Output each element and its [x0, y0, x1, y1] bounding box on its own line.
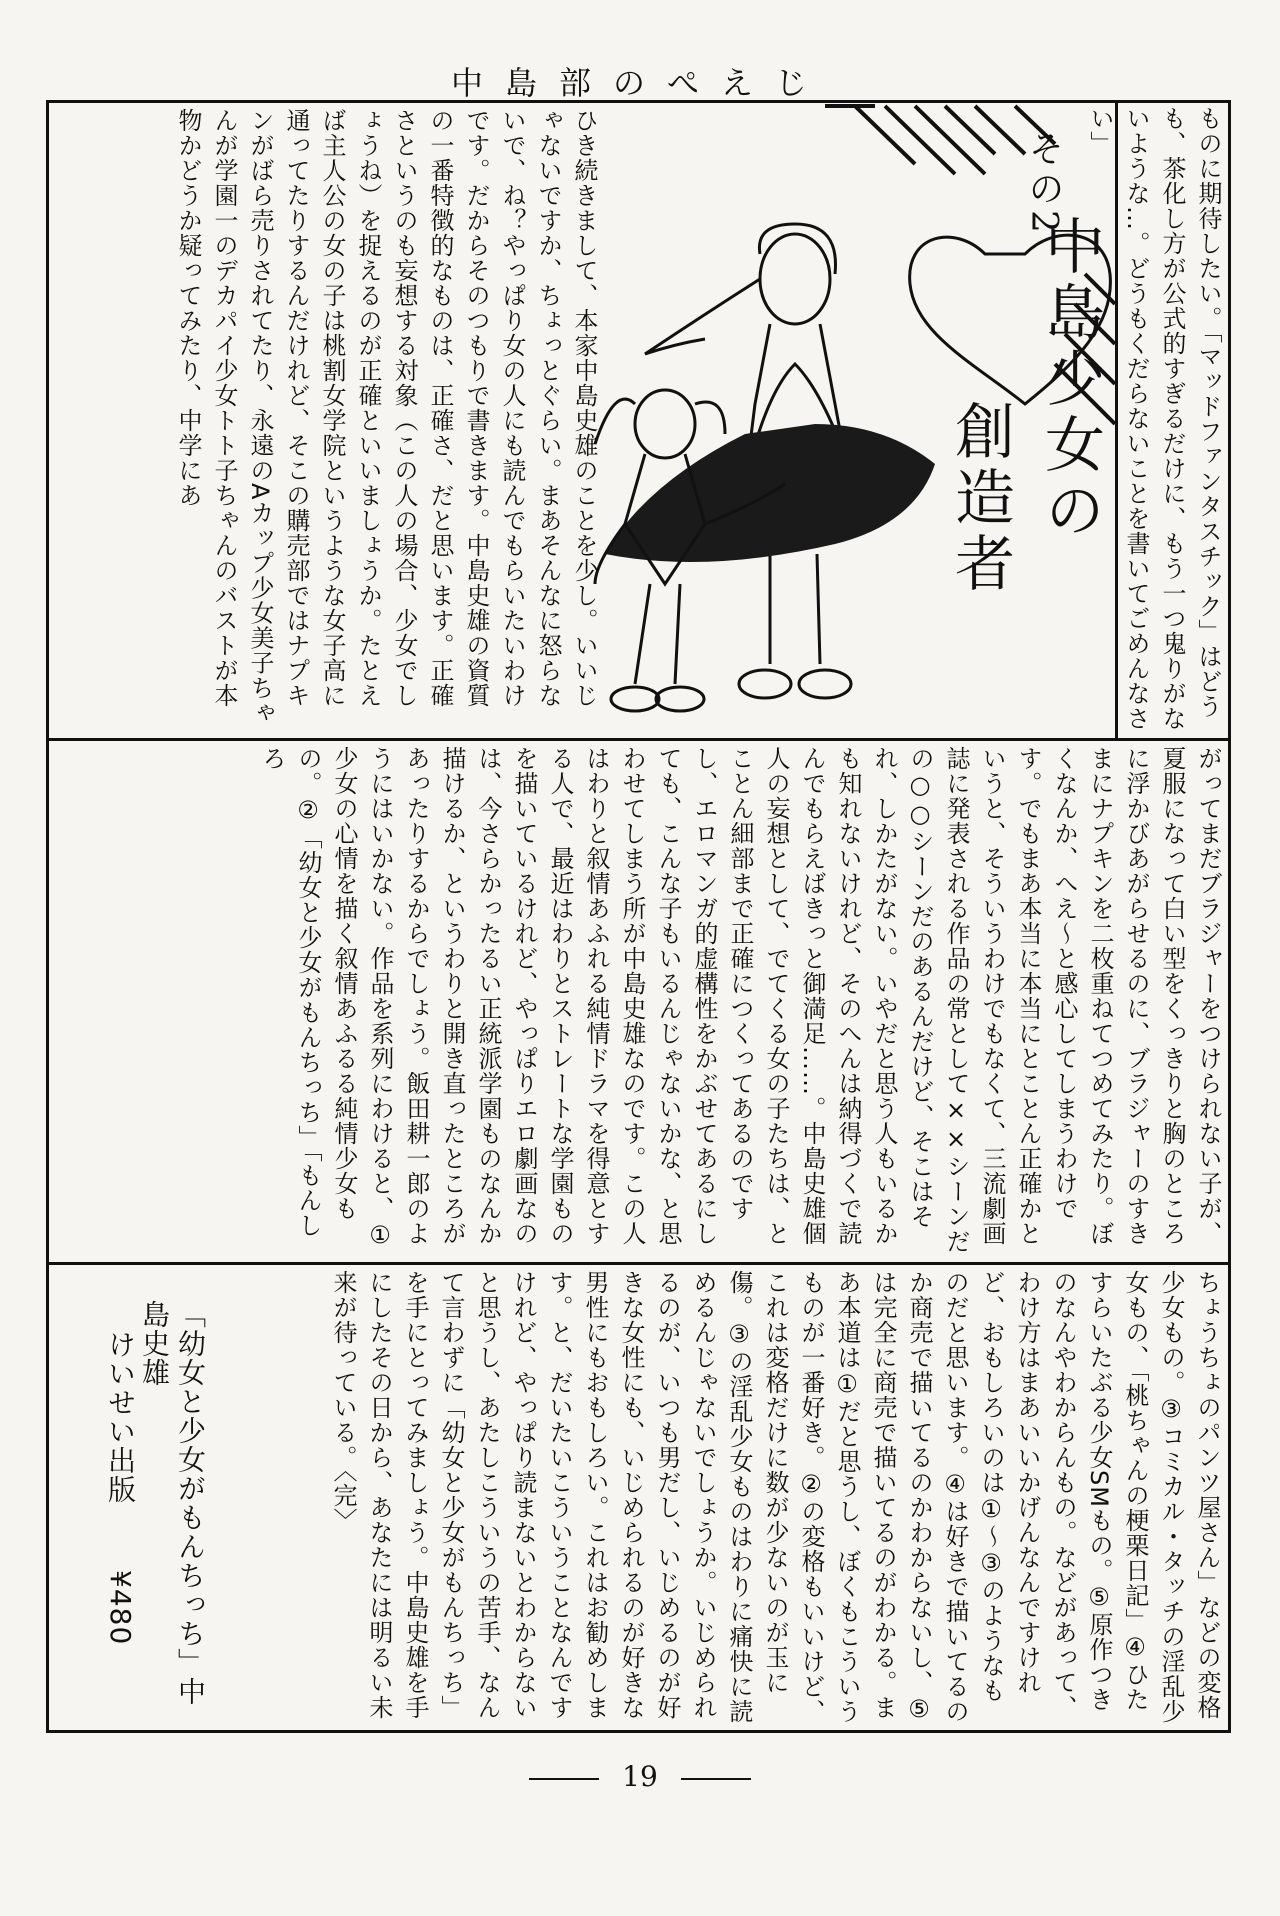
footer-dash-right	[681, 1778, 751, 1780]
divider-bottom	[46, 1262, 1231, 1265]
heart-label: その2	[1023, 130, 1064, 237]
divider-top	[46, 738, 1231, 741]
middle-text: がってまだブラジャーをつけられない子が、夏服になって白い型をくっきりと胸のところに浮かびあがらせるのに、ブラジャーのすきまにナプキンを二枚重ねてつめてみたり。ぼくなんか、へえ〜と感心してしまうわけです。でもまあ本当に本当にとことん正確かというと、そういうわけでもなくて、三流劇画誌に発表される作品の常として××シーンだの○○シーンだのあるんだけど、そこはそれ、しかたがない。いやだと思う人もいるかも知れないけれど、そのへんは納得づくで読んでもらえばきっと御満足……。中島史雄個人の妄想として、でてくる女の子たちは、とことん細部まで正確につくってあるのですし、エロマンガ的虚構性をかぶせてあるにしても、こんな子もいるんじゃないかな、と思わせてしまう所が中島史雄なのです。この人はわりと叙情あふれる純情ドラマを得意とする人で、最近はわりとストレートな学園ものを描いているけれど、やっぱりエロ劇画なのは、今さらかったるい正統派学園ものなんか描けるか、というわりと開き直ったところがあったりするからでしょう。飯田耕一郎のようにはいかない。作品を系列にわけると、①少女の心情を描く叙情あふるる純情少女もの。②「幼女と少女がもんちっち」「もんしろ	[258, 746, 1222, 1254]
title-line-2: 創造者	[945, 400, 1015, 598]
top-right-column-text: ものに期待したい。「マッドファンタスチック」はどうも、茶化し方が公式的すぎるだけに、もう一つ鬼りがないような…。どうもくだらないことを書いてごめんなさい」	[1086, 106, 1222, 731]
price: ¥480	[104, 1570, 137, 1646]
book-title: 「幼女と少女がもんちっち」中島史雄	[138, 1300, 207, 1706]
bottom-text: ちょうちょのパンツ屋さん」などの変格少女もの。③コミカル・タッチの淫乱少女もの、「桃ちゃんの梗栗日記」④ひたすらいたぶる少女SMもの。⑤原作つきのなんやわからんもの。などがあって、わけ方はまあいいかげんなんですけれど、おもしろいのは①〜③のようなものだと思います。④は好きで描いてるのか商売で描いてるのかわからないし、⑤は完全に商売で描いてるのがわかる。まあ本道は①だと思うし、ぼくもこういうものが一番好き。②の変格もいいけど、これは変格だけに数が少ないのが玉に傷。③の淫乱少女ものはわりに痛快に読めるんじゃないでしょうか。いじめられるのが、いつも男だし、いじめるのが好きな女性にも、いじめられるのが好きな男性にもおもしろい。これはお勧めします。と、だいたいこういうことなんですけれど、やっぱり読まないとわからないと思うし、あたしこういうの苦手、なんて言わずに「幼女と少女がもんちっち」を手にとってみましょう。中島史雄を手にしたその日から、あなたには明るい未来が待っている。〈完〉	[329, 1270, 1221, 1724]
publisher: けいせい出版	[104, 1330, 137, 1504]
top-left-text: ひき続きまして、本家中島史雄のことを少し。いいじゃないですか、ちょっとぐらい。まあそんなに怒らないで、ね？やっぱり女の人にも読んでもらいたいわけです。だからそのつもりで書きます。中島史雄の資質の一番特徴的なものは、正確さ、だと思います。正確さというのも妄想する対象（この人の場合、少女でしょうね）を捉えるのが正確といいましょうか。たとえば主人公の女の子は桃割女学院というような女子高に通ってたりするんだけれど、そこの購売部ではナプキンがばら売りされてたり、永遠のAカップ少女美子ちゃんが学園一のデカパイ少女トト子ちゃんのバストが本物かどうか疑ってみたり、中学にあ	[174, 108, 598, 726]
page-footer	[0, 1760, 1280, 1793]
page-number: 19	[622, 1760, 658, 1793]
title-line-1: 中島少女の	[1035, 215, 1105, 545]
page-header: 中島部のぺえじ	[450, 64, 829, 102]
footer-dash-left	[529, 1778, 599, 1780]
